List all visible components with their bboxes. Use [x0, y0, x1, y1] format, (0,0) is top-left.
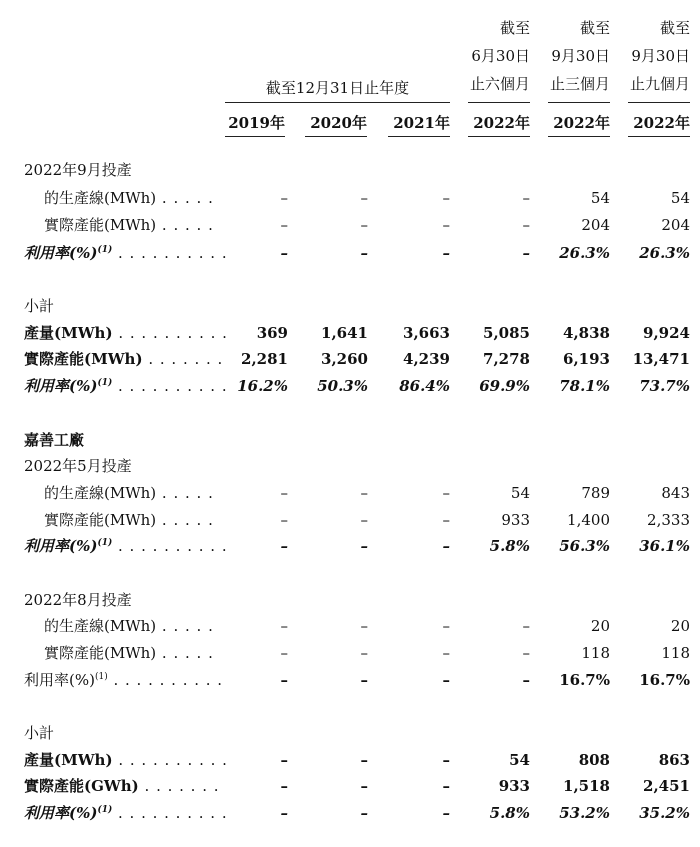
col-header-line: 9月30日: [551, 47, 610, 65]
cell-value: 50.3%: [317, 377, 368, 395]
col-header-line: 6月30日: [471, 47, 530, 65]
col-header-line: 止九個月: [629, 75, 690, 93]
cell-value: –: [442, 216, 450, 234]
cell-value: 26.3%: [559, 244, 610, 262]
leader-dots: . . . . . . .: [142, 350, 224, 368]
row-label: [44, 613, 214, 639]
period-group-heading: 截至12月31日止年度: [265, 79, 410, 97]
table-row: [0, 373, 700, 399]
cell-value: –: [280, 617, 288, 635]
row-label: [24, 587, 132, 613]
cell-value: –: [280, 751, 288, 769]
leader-dots: . . . . .: [156, 511, 214, 529]
row-label: [44, 212, 214, 238]
col-header-line: 止三個月: [549, 75, 610, 93]
footnote-marker: (1): [97, 805, 113, 815]
row-label: [24, 773, 220, 799]
table-row: [0, 185, 700, 211]
row-label: [24, 293, 54, 319]
cell-value: –: [280, 671, 288, 689]
cell-value: –: [522, 189, 530, 207]
year-underline: [628, 136, 690, 137]
cell-value: 3,663: [403, 324, 450, 342]
row-label-text: 利用率(%): [24, 244, 98, 262]
cell-value: –: [360, 216, 368, 234]
cell-value: –: [280, 644, 288, 662]
table-row: [0, 453, 700, 479]
leader-dots: . . . . .: [156, 189, 214, 207]
cell-value: 54: [509, 751, 530, 769]
row-label-text: 的生產線(MWh): [44, 484, 157, 502]
row-label-text: 的生產線(MWh): [44, 617, 157, 635]
row-label: [24, 346, 223, 372]
cell-value: 789: [581, 484, 610, 502]
cell-value: –: [442, 484, 450, 502]
leader-dots: . . . . . . . . . .: [112, 751, 228, 769]
row-label-text: 2022年9月投產: [24, 161, 132, 179]
year-underline: [468, 136, 530, 137]
cell-value: 54: [670, 189, 690, 207]
row-label: [24, 800, 228, 826]
table-row: [0, 613, 700, 639]
row-label-text: 2022年8月投產: [24, 591, 132, 609]
cell-value: 20: [670, 617, 690, 635]
table-row: [0, 800, 700, 826]
cell-value: 808: [578, 751, 610, 769]
cell-value: 35.2%: [639, 804, 690, 822]
cell-value: 1,400: [567, 511, 610, 529]
col-header-h1-2022: [450, 14, 530, 98]
leader-dots: . . . . .: [156, 216, 214, 234]
cell-value: 2,281: [241, 350, 288, 368]
row-label-text: 實際產能(GWh): [24, 777, 139, 795]
year-underline: [305, 136, 367, 137]
cell-value: 73.7%: [639, 377, 690, 395]
row-label: [24, 427, 84, 453]
year-header: 2019年: [228, 114, 285, 132]
row-label-text: 利用率(%): [24, 377, 98, 395]
row-label: [24, 720, 54, 746]
leader-dots: . . . . . . . . . .: [112, 804, 228, 822]
cell-value: 86.4%: [399, 377, 450, 395]
cell-value: 118: [581, 644, 610, 662]
table-row: [0, 240, 700, 266]
footnote-marker: (1): [97, 245, 113, 255]
row-label-text: 利用率(%): [24, 671, 95, 689]
cell-value: –: [360, 244, 368, 262]
cell-value: –: [442, 751, 450, 769]
cell-value: –: [522, 617, 530, 635]
leader-dots: . . . . . . . . . .: [112, 324, 228, 342]
cell-value: 78.1%: [559, 377, 610, 395]
cell-value: –: [522, 244, 530, 262]
cell-value: –: [280, 189, 288, 207]
year-header: 2022年: [473, 114, 530, 132]
cell-value: –: [280, 484, 288, 502]
col-header-line: 9月30日: [631, 47, 690, 65]
row-label: [44, 185, 214, 211]
col-header-line: 截至: [659, 19, 690, 37]
cell-value: –: [442, 617, 450, 635]
cell-value: –: [360, 644, 368, 662]
cell-value: 6,193: [563, 350, 610, 368]
cell-value: 1,518: [563, 777, 610, 795]
year-header: 2021年: [393, 114, 450, 132]
cell-value: –: [280, 244, 288, 262]
row-label: [24, 533, 228, 559]
cell-value: 16.7%: [559, 671, 610, 689]
row-label-text: 利用率(%): [24, 537, 98, 555]
leader-dots: . . . . . . . . . .: [112, 377, 228, 395]
row-label-text: 2022年5月投產: [24, 457, 132, 475]
row-label-text: 小計: [24, 297, 55, 315]
cell-value: –: [360, 537, 368, 555]
cell-value: 933: [498, 777, 530, 795]
cell-value: –: [442, 644, 450, 662]
row-label: [44, 480, 214, 506]
cell-value: 4,838: [563, 324, 610, 342]
cell-value: –: [442, 189, 450, 207]
cell-value: –: [360, 671, 368, 689]
cell-value: 4,239: [403, 350, 450, 368]
cell-value: 5.8%: [489, 537, 530, 555]
year-underline: [225, 136, 285, 137]
row-label-text: 實際產能(MWh): [24, 350, 143, 368]
leader-dots: . . . . .: [156, 484, 214, 502]
col-header-line: 截至: [499, 19, 530, 37]
cell-value: –: [442, 244, 450, 262]
cell-value: –: [280, 804, 288, 822]
cell-value: 26.3%: [639, 244, 690, 262]
cell-value: 118: [661, 644, 690, 662]
row-label-text: 實際產能(MWh): [44, 511, 157, 529]
row-label: [24, 747, 228, 773]
cell-value: –: [442, 777, 450, 795]
row-label: [24, 320, 228, 346]
leader-dots: . . . . .: [156, 617, 214, 635]
cell-value: –: [442, 804, 450, 822]
cell-value: 36.1%: [639, 537, 690, 555]
row-label-text: 實際產能(MWh): [44, 216, 157, 234]
table-row: [0, 667, 700, 693]
table-row: [0, 533, 700, 559]
cell-value: 5,085: [483, 324, 530, 342]
cell-value: –: [522, 644, 530, 662]
row-label: [44, 640, 214, 666]
table-row: [0, 157, 700, 183]
cell-value: –: [280, 537, 288, 555]
table-row: [0, 293, 700, 319]
row-label-text: 產量(MWh): [24, 324, 113, 342]
cell-value: 5.8%: [489, 804, 530, 822]
year-underline: [388, 136, 450, 137]
table-row: [0, 320, 700, 346]
leader-dots: . . . . . . . . . .: [107, 671, 224, 689]
row-label: [24, 157, 132, 183]
row-label: [44, 507, 214, 533]
cell-value: 16.2%: [237, 377, 288, 395]
cell-value: –: [360, 617, 368, 635]
cell-value: 2,333: [647, 511, 690, 529]
cell-value: 9,924: [643, 324, 690, 342]
table-row: [0, 720, 700, 746]
table-row: [0, 427, 700, 453]
footnote-marker: (1): [94, 672, 108, 682]
row-label-text: 產量(MWh): [24, 751, 113, 769]
period-group-underline: [225, 102, 450, 103]
cell-value: 56.3%: [559, 537, 610, 555]
cell-value: –: [280, 511, 288, 529]
table-row: [0, 346, 700, 372]
cell-value: 1,641: [321, 324, 368, 342]
leader-dots: . . . . . . .: [138, 777, 220, 795]
cell-value: –: [522, 671, 530, 689]
cell-value: 863: [658, 751, 690, 769]
footnote-marker: (1): [97, 378, 113, 388]
footnote-marker: (1): [97, 538, 113, 548]
leader-dots: . . . . . . . . . .: [112, 537, 228, 555]
cell-value: –: [360, 511, 368, 529]
cell-value: –: [280, 777, 288, 795]
table-row: [0, 747, 700, 773]
table-row: [0, 640, 700, 666]
cell-value: 843: [661, 484, 690, 502]
cell-value: 16.7%: [639, 671, 690, 689]
cell-value: 204: [661, 216, 690, 234]
leader-dots: . . . . . . . . . .: [112, 244, 228, 262]
cell-value: –: [280, 216, 288, 234]
col-underline: [628, 102, 690, 103]
cell-value: –: [360, 189, 368, 207]
row-label-text: 利用率(%): [24, 804, 98, 822]
col-header-line: 截至: [579, 19, 610, 37]
year-header: 2020年: [310, 114, 367, 132]
year-underline: [548, 136, 610, 137]
row-label: [24, 453, 132, 479]
cell-value: 369: [256, 324, 288, 342]
cell-value: –: [522, 216, 530, 234]
cell-value: 204: [581, 216, 610, 234]
table-row: [0, 507, 700, 533]
cell-value: –: [442, 671, 450, 689]
row-label-text: 的生產線(MWh): [44, 189, 157, 207]
cell-value: –: [360, 777, 368, 795]
cell-value: 53.2%: [559, 804, 610, 822]
row-label: [24, 240, 228, 266]
cell-value: –: [442, 511, 450, 529]
col-underline: [548, 102, 610, 103]
row-label-text: 實際產能(MWh): [44, 644, 157, 662]
cell-value: 7,278: [483, 350, 530, 368]
cell-value: 69.9%: [479, 377, 530, 395]
cell-value: –: [360, 751, 368, 769]
leader-dots: . . . . .: [156, 644, 214, 662]
table-row: [0, 773, 700, 799]
cell-value: 54: [510, 484, 530, 502]
cell-value: 3,260: [321, 350, 368, 368]
col-header-q3-2022: [530, 14, 610, 98]
table-row: [0, 480, 700, 506]
col-header-line: 止六個月: [469, 75, 530, 93]
col-header-9m-2022: [610, 14, 690, 98]
year-header: 2022年: [553, 114, 610, 132]
cell-value: –: [360, 804, 368, 822]
row-label: [24, 667, 223, 693]
year-header: 2022年: [633, 114, 690, 132]
row-label-text: 嘉善工廠: [24, 431, 85, 449]
row-label: [24, 373, 228, 399]
table-row: [0, 212, 700, 238]
cell-value: 2,451: [643, 777, 690, 795]
cell-value: 933: [501, 511, 530, 529]
table-row: [0, 587, 700, 613]
cell-value: –: [442, 537, 450, 555]
cell-value: 54: [590, 189, 610, 207]
cell-value: –: [360, 484, 368, 502]
cell-value: 13,471: [632, 350, 690, 368]
cell-value: 20: [590, 617, 610, 635]
col-underline: [468, 102, 530, 103]
row-label-text: 小計: [24, 724, 55, 742]
